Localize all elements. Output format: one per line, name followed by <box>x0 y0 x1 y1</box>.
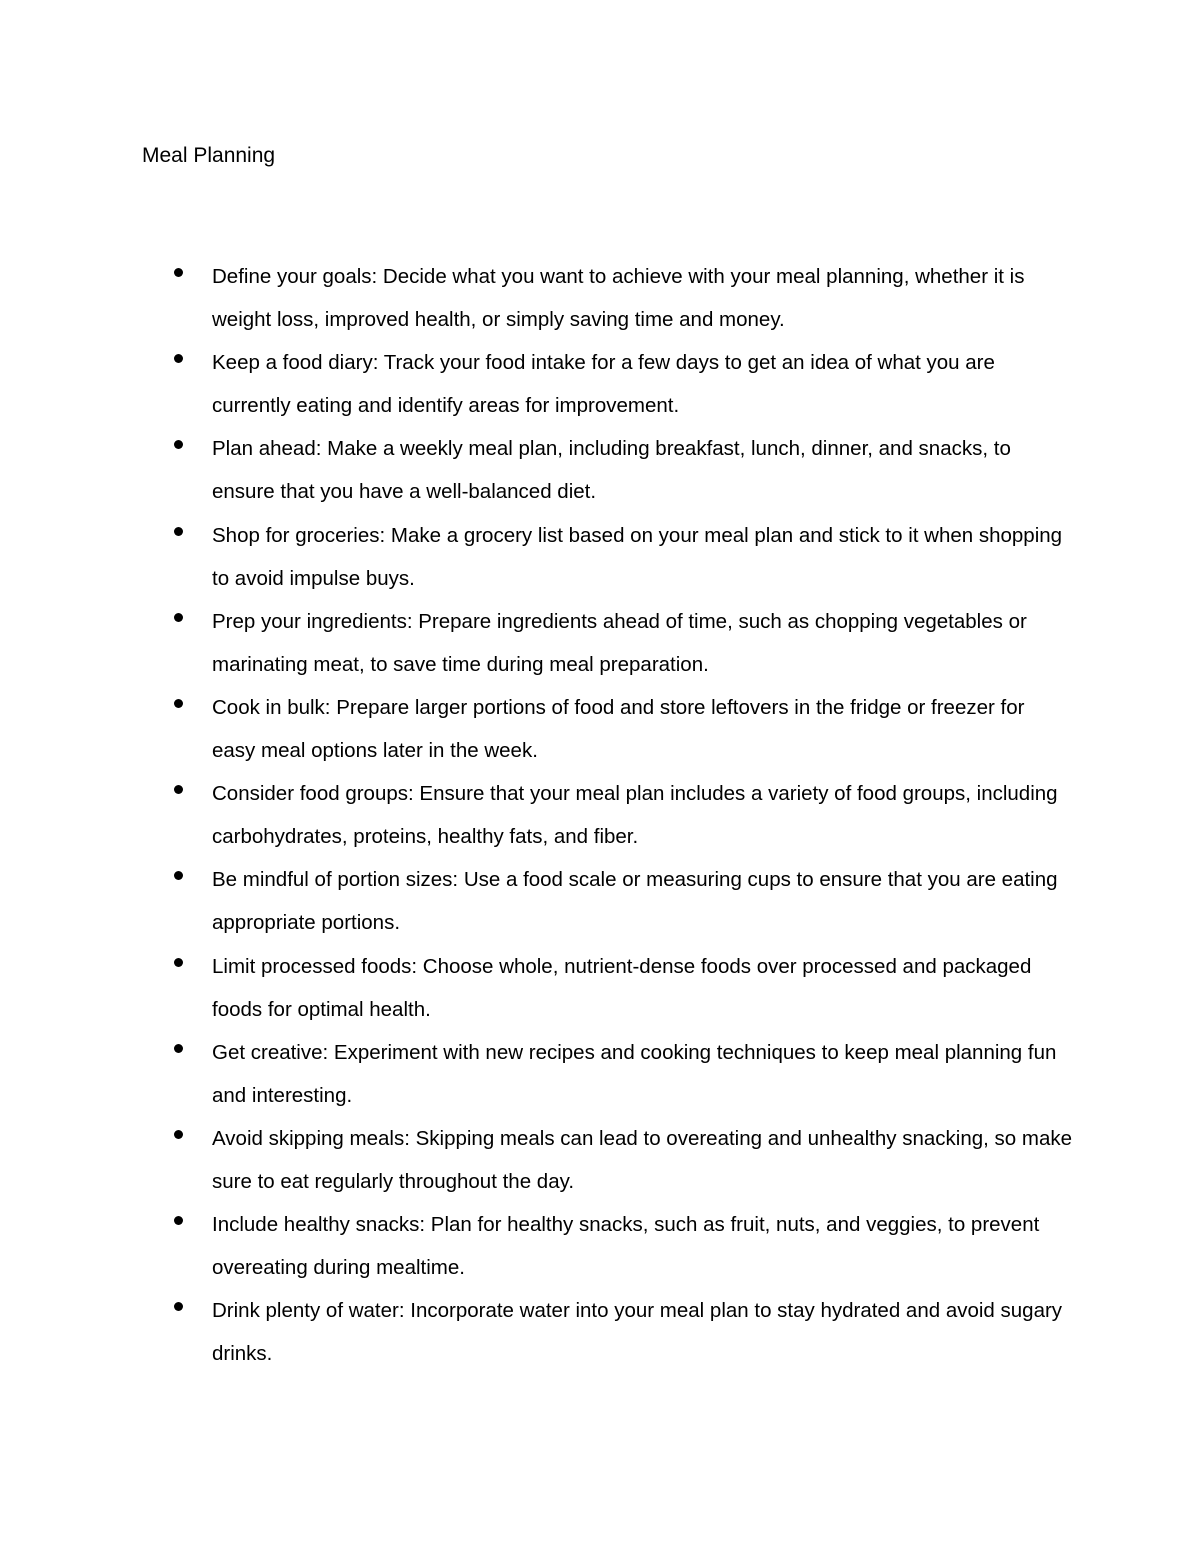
list-item <box>212 945 1072 1031</box>
bullet-icon <box>174 785 183 794</box>
list-item-text: Keep a food diary: Track your food intake for a few days to get an idea of what you are currently eating and identify areas for improvement. <box>212 351 995 418</box>
bullet-icon <box>174 871 183 880</box>
list-item <box>212 772 1072 858</box>
bullet-icon <box>174 1216 183 1225</box>
list-item-text: Prep your ingredients: Prepare ingredients ahead of time, such as chopping vegetables or marinating meat, to save time during meal preparation. <box>212 609 1027 676</box>
bullet-icon <box>174 354 183 363</box>
bullet-icon <box>174 440 183 449</box>
page-title: Meal Planning <box>142 144 276 167</box>
bullet-icon <box>174 1130 183 1139</box>
bullet-icon <box>174 699 183 708</box>
list-item-text: Plan ahead: Make a weekly meal plan, including breakfast, lunch, dinner, and snacks, to ensure that you have a well-balanced diet. <box>212 437 1011 504</box>
list-item-text: Avoid skipping meals: Skipping meals can lead to overeating and unhealthy snacking, so make sure to eat regularly throughout the day. <box>212 1126 1072 1193</box>
list-item <box>212 600 1072 686</box>
list-item <box>212 1289 1072 1375</box>
bullet-icon <box>174 958 183 967</box>
list-item-text: Shop for groceries: Make a grocery list based on your meal plan and stick to it when shopping to avoid impulse buys. <box>212 523 1063 590</box>
list-item <box>212 1117 1072 1203</box>
list-item <box>212 1031 1072 1117</box>
list-item <box>212 858 1072 944</box>
list-item-text: Consider food groups: Ensure that your meal plan includes a variety of food groups, including carbohydrates, proteins, healthy fats, and fiber. <box>212 782 1058 849</box>
list-item-text: Get creative: Experiment with new recipes and cooking techniques to keep meal planning fun and interesting. <box>212 1040 1057 1107</box>
list-item-text: Drink plenty of water: Incorporate water into your meal plan to stay hydrated and avoid sugary drinks. <box>212 1299 1063 1366</box>
list-item <box>212 427 1072 513</box>
bullet-icon <box>174 1302 183 1311</box>
list-item <box>212 1203 1072 1289</box>
list-item-text: Limit processed foods: Choose whole, nutrient-dense foods over processed and packaged foods for optimal health. <box>212 954 1032 1021</box>
bullet-list <box>212 255 1072 1375</box>
list-item <box>212 686 1072 772</box>
list-item-text: Define your goals: Decide what you want to achieve with your meal planning, whether it is weight loss, improved health, or simply saving time and money. <box>212 265 1025 332</box>
list-item-text: Cook in bulk: Prepare larger portions of food and store leftovers in the fridge or freezer for easy meal options later in the week. <box>212 695 1025 763</box>
list-item <box>212 514 1072 600</box>
bullet-icon <box>174 527 183 536</box>
bullet-icon <box>174 613 183 622</box>
list-item-text: Include healthy snacks: Plan for healthy snacks, such as fruit, nuts, and veggies, to prevent overeating during mealtime. <box>212 1213 1040 1280</box>
bullet-icon <box>174 268 183 277</box>
bullet-icon <box>174 1044 183 1053</box>
list-item <box>212 341 1072 427</box>
list-item-text: Be mindful of portion sizes: Use a food scale or measuring cups to ensure that you are eating appropriate portions. <box>212 868 1058 935</box>
list-item <box>212 255 1072 341</box>
